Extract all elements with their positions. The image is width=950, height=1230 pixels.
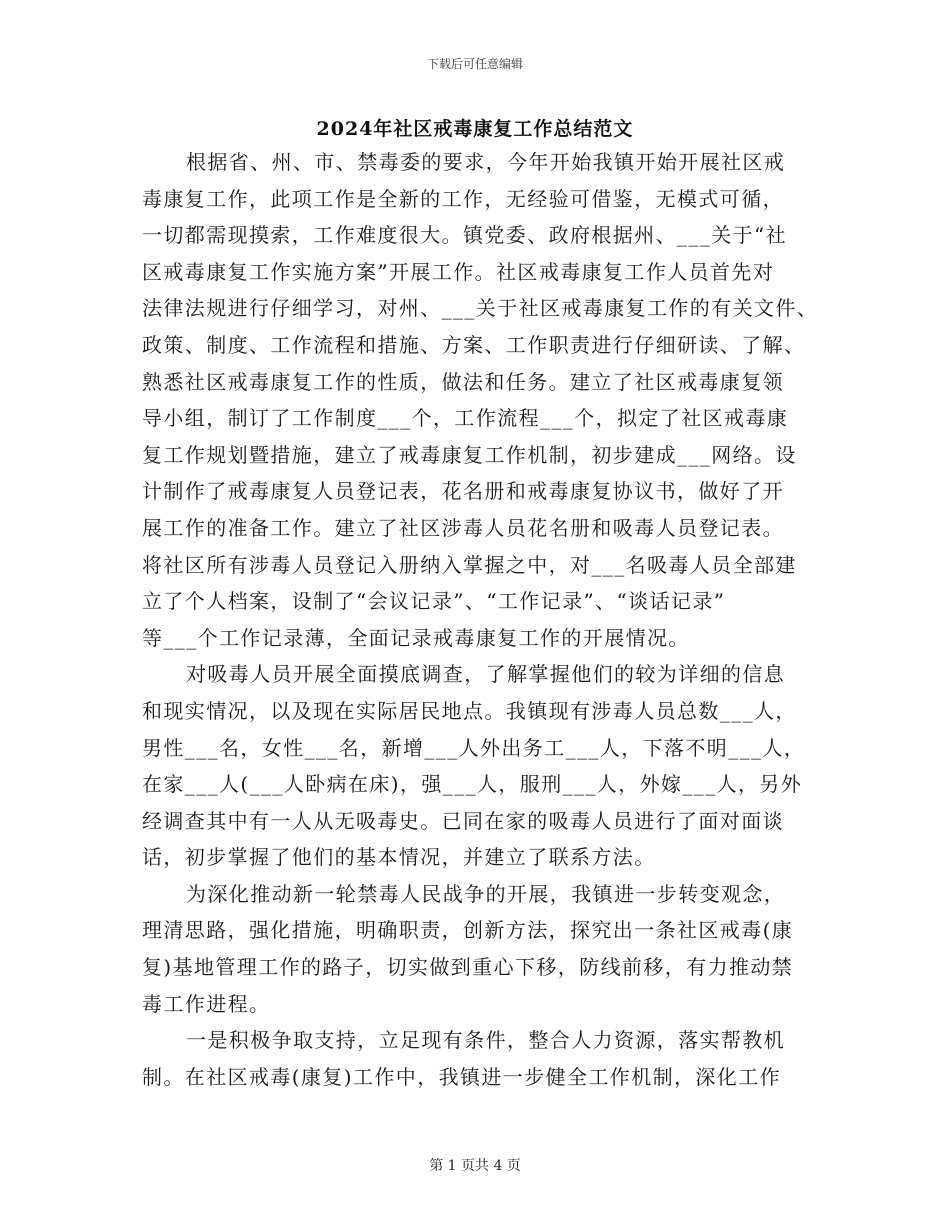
text-line: 对吸毒人员开展全面摸底调查，了解掌握他们的较为详细的信息: [186, 662, 786, 687]
text-line: 毒工作进程。: [142, 991, 271, 1016]
paragraph-4: [142, 1022, 818, 1095]
document-title: 2024年社区戒毒康复工作总结范文: [316, 118, 634, 140]
paragraph-1: [142, 144, 818, 656]
text-line: 一是积极争取支持，立足现有条件，整合人力资源，落实帮教机: [186, 1028, 786, 1053]
text-line: 展工作的准备工作。建立了社区涉毒人员花名册和吸毒人员登记表。: [142, 515, 784, 540]
text-line: 法律法规进行仔细学习，对州、___关于社区戒毒康复工作的有关文件、: [142, 296, 819, 321]
text-line: 和现实情况，以及现在实际居民地点。我镇现有涉毒人员总数___人，: [142, 698, 797, 723]
paragraph-3: [142, 876, 818, 1022]
document-body: [142, 144, 818, 1095]
text-line: 为深化推动新一轮禁毒人民战争的开展，我镇进一步转变观念，: [186, 881, 786, 906]
text-line: 根据省、州、市、禁毒委的要求，今年开始我镇开始开展社区戒: [186, 150, 786, 174]
text-line: 制。在社区戒毒(康复)工作中，我镇进一步健全工作机制，深化工作: [142, 1064, 782, 1089]
text-line: 男性___名，女性___名，新增___人外出务工___人，下落不明___人，: [142, 735, 806, 760]
text-line: 熟悉社区戒毒康复工作的性质，做法和任务。建立了社区戒毒康复领: [142, 369, 784, 394]
text-line: 将社区所有涉毒人员登记入册纳入掌握之中，对___名吸毒人员全部建: [142, 552, 797, 577]
text-line: 导小组，制订了工作制度___个，工作流程___个，拟定了社区戒毒康: [142, 406, 789, 431]
text-line: 毒康复工作，此项工作是全新的工作，无经验可借鉴，无模式可循，: [142, 186, 784, 211]
text-line: 等___个工作记录薄，全面记录戒毒康复工作的开展情况。: [142, 625, 690, 650]
text-line: 话，初步掌握了他们的基本情况，并建立了联系方法。: [142, 845, 656, 870]
text-line: 复)基地管理工作的路子，切实做到重心下移，防线前移，有力推动禁: [142, 955, 794, 980]
text-line: 立了个人档案，设制了“会议记录”、“工作记录”、“谈话记录”: [142, 589, 726, 614]
text-line: 计制作了戒毒康复人员登记表，花名册和戒毒康复协议书，做好了开: [142, 479, 784, 504]
text-line: 在家___人(___人卧病在床)，强___人，服刑___人，外嫁___人，另外: [142, 772, 803, 797]
paragraph-2: [142, 656, 818, 876]
header-note: 下载后可任意编辑: [426, 57, 523, 71]
text-line: 理清思路，强化措施，明确职责，创新方法，探究出一条社区戒毒(康: [142, 918, 794, 943]
text-line: 区戒毒康复工作实施方案”开展工作。社区戒毒康复工作人员首先对: [142, 259, 775, 284]
text-line: 一切都需现摸索，工作难度很大。镇党委、政府根据州、___关于“社: [142, 223, 788, 248]
text-line: 复工作规划暨措施，建立了戒毒康复工作机制，初步建成___网络。设: [142, 442, 797, 467]
text-line: 经调查其中有一人从无吸毒史。已同在家的吸毒人员进行了面对面谈: [142, 808, 784, 833]
page-footer: 第 1 页共 4 页: [429, 1158, 521, 1174]
text-line: 政策、制度、工作流程和措施、方案、工作职责进行仔细研读、了解、: [142, 332, 806, 357]
